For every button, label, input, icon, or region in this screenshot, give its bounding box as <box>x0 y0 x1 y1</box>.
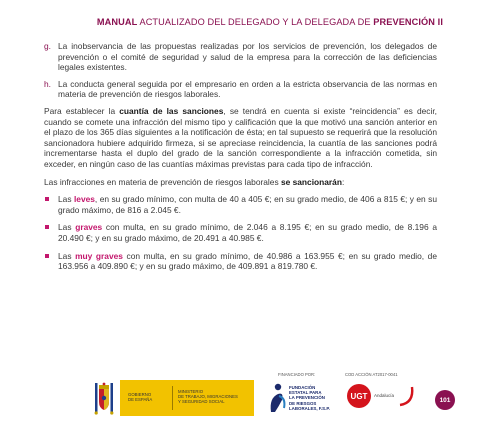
header-title: ACTUALIZADO DEL DELEGADO Y LA DELEGADA DE <box>137 17 374 27</box>
gobierno-divider <box>172 386 173 410</box>
cuantia-bold: cuantía de las sanciones <box>119 105 224 116</box>
ministerio-text: MINISTERIO DE TRABAJO, MIGRACIONES Y SEGURIDAD SOCIAL <box>178 389 238 404</box>
bullet-square-icon <box>45 197 49 201</box>
list-item <box>44 222 437 243</box>
header-manual: MANUAL <box>96 17 138 27</box>
financiado-label: FINANCIADO POR: <box>278 372 316 377</box>
criteria-sublist <box>44 41 437 100</box>
codigo-accion-label: COD ACCIÓN AT2017-0041 <box>345 372 398 377</box>
list-text: La inobservancia de las propuestas realizadas por los servicios de prevención, los delegados de prevención o el comité de seguridad y salud de la empresa para la corrección de las deficiencias legales existentes. <box>58 41 437 73</box>
fundacion-logo <box>267 380 337 416</box>
bullet-prefix: Las <box>58 250 76 261</box>
bullet-keyword: muy graves <box>75 250 123 261</box>
spain-coat-of-arms-icon <box>90 382 118 416</box>
intro-before: Las infracciones en materia de prevención de riesgos laborales <box>44 176 281 187</box>
andalucia-swoosh-icon <box>398 385 416 407</box>
list-item <box>44 194 437 215</box>
list-text: La conducta general seguida por el empresario en orden a la estricta observancia de las normas en materia de prevención de riesgos laborales. <box>58 78 437 100</box>
intro-bold: se sancionarán <box>280 176 342 187</box>
andalucia-label: Andalucía <box>374 393 395 398</box>
cuantia-before: Para establecer la <box>44 105 120 116</box>
bullet-keyword: graves <box>75 222 103 233</box>
gobierno-logo <box>90 380 254 416</box>
list-letter: h. <box>44 78 51 89</box>
sanciones-intro <box>44 177 437 188</box>
bullet-rest: , en su grado mínimo, con multa de 40 a 405 €; en su grado medio, de 406 a 815 €; y en su grado máximo, de 816 a 2.045 €. <box>58 194 437 215</box>
gobierno-band <box>120 380 254 416</box>
cuantia-paragraph <box>44 106 437 170</box>
list-item <box>44 79 437 100</box>
page-header <box>0 16 443 28</box>
fundacion-text: FUNDACIÓN ESTATAL PARA LA PREVENCIÓN DE RIESGOS LABORALES, F.S.P. <box>289 385 330 411</box>
fundacion-figure-icon <box>267 382 287 414</box>
page-number-badge: 101 <box>435 390 455 410</box>
bullet-keyword: leves <box>73 194 95 205</box>
bullet-rest: con multa, en su grado mínimo, de 40.986 a 163.955 €; en su grado medio, de 163.956 a 409.890 €; y en su grado máximo, de 409.891 a 819.780 €. <box>58 250 437 272</box>
bullet-square-icon <box>45 225 49 229</box>
bullet-prefix: Las <box>58 222 76 233</box>
ugt-logo-text: UGT <box>350 392 368 401</box>
list-item <box>44 251 437 272</box>
list-item <box>44 41 437 73</box>
gobierno-text: GOBIERNO DE ESPAÑA <box>128 392 153 402</box>
intro-after: : <box>341 176 345 187</box>
bullet-square-icon <box>45 254 49 258</box>
header-prevencion: PREVENCIÓN II <box>373 17 443 27</box>
main-content <box>44 41 437 279</box>
ugt-logo-icon <box>346 383 372 409</box>
page-footer <box>0 368 480 429</box>
bullet-rest: con multa, en su grado mínimo, de 2.046 a 8.195 €; en su grado medio, de 8.196 a 20.490 €; y en su grado máximo, de 20.491 a 40.985 €. <box>58 222 437 243</box>
list-letter: g. <box>44 41 51 51</box>
cuantia-after: , se tendrá en cuenta si existe “reincidencia” es decir, cuando se comete una infracción del mismo tipo y calificación que la que motivó una sanción anterior en el plazo de los 365 días siguientes a la notificación de ésta; en tal supuesto se requerirá que la resolución sancionadora hubiere adquirido firmeza, si se apreciase reincidencia, la cuantía de las sanciones podrá incrementarse hasta el duplo del grado de la sanción correspondiente a la infracción cometida, sin exceder, en ningún caso de las cuantías máximas previstas para cada tipo de infracción. <box>44 105 437 169</box>
sanciones-list <box>44 194 437 272</box>
bullet-prefix: Las <box>58 194 74 205</box>
